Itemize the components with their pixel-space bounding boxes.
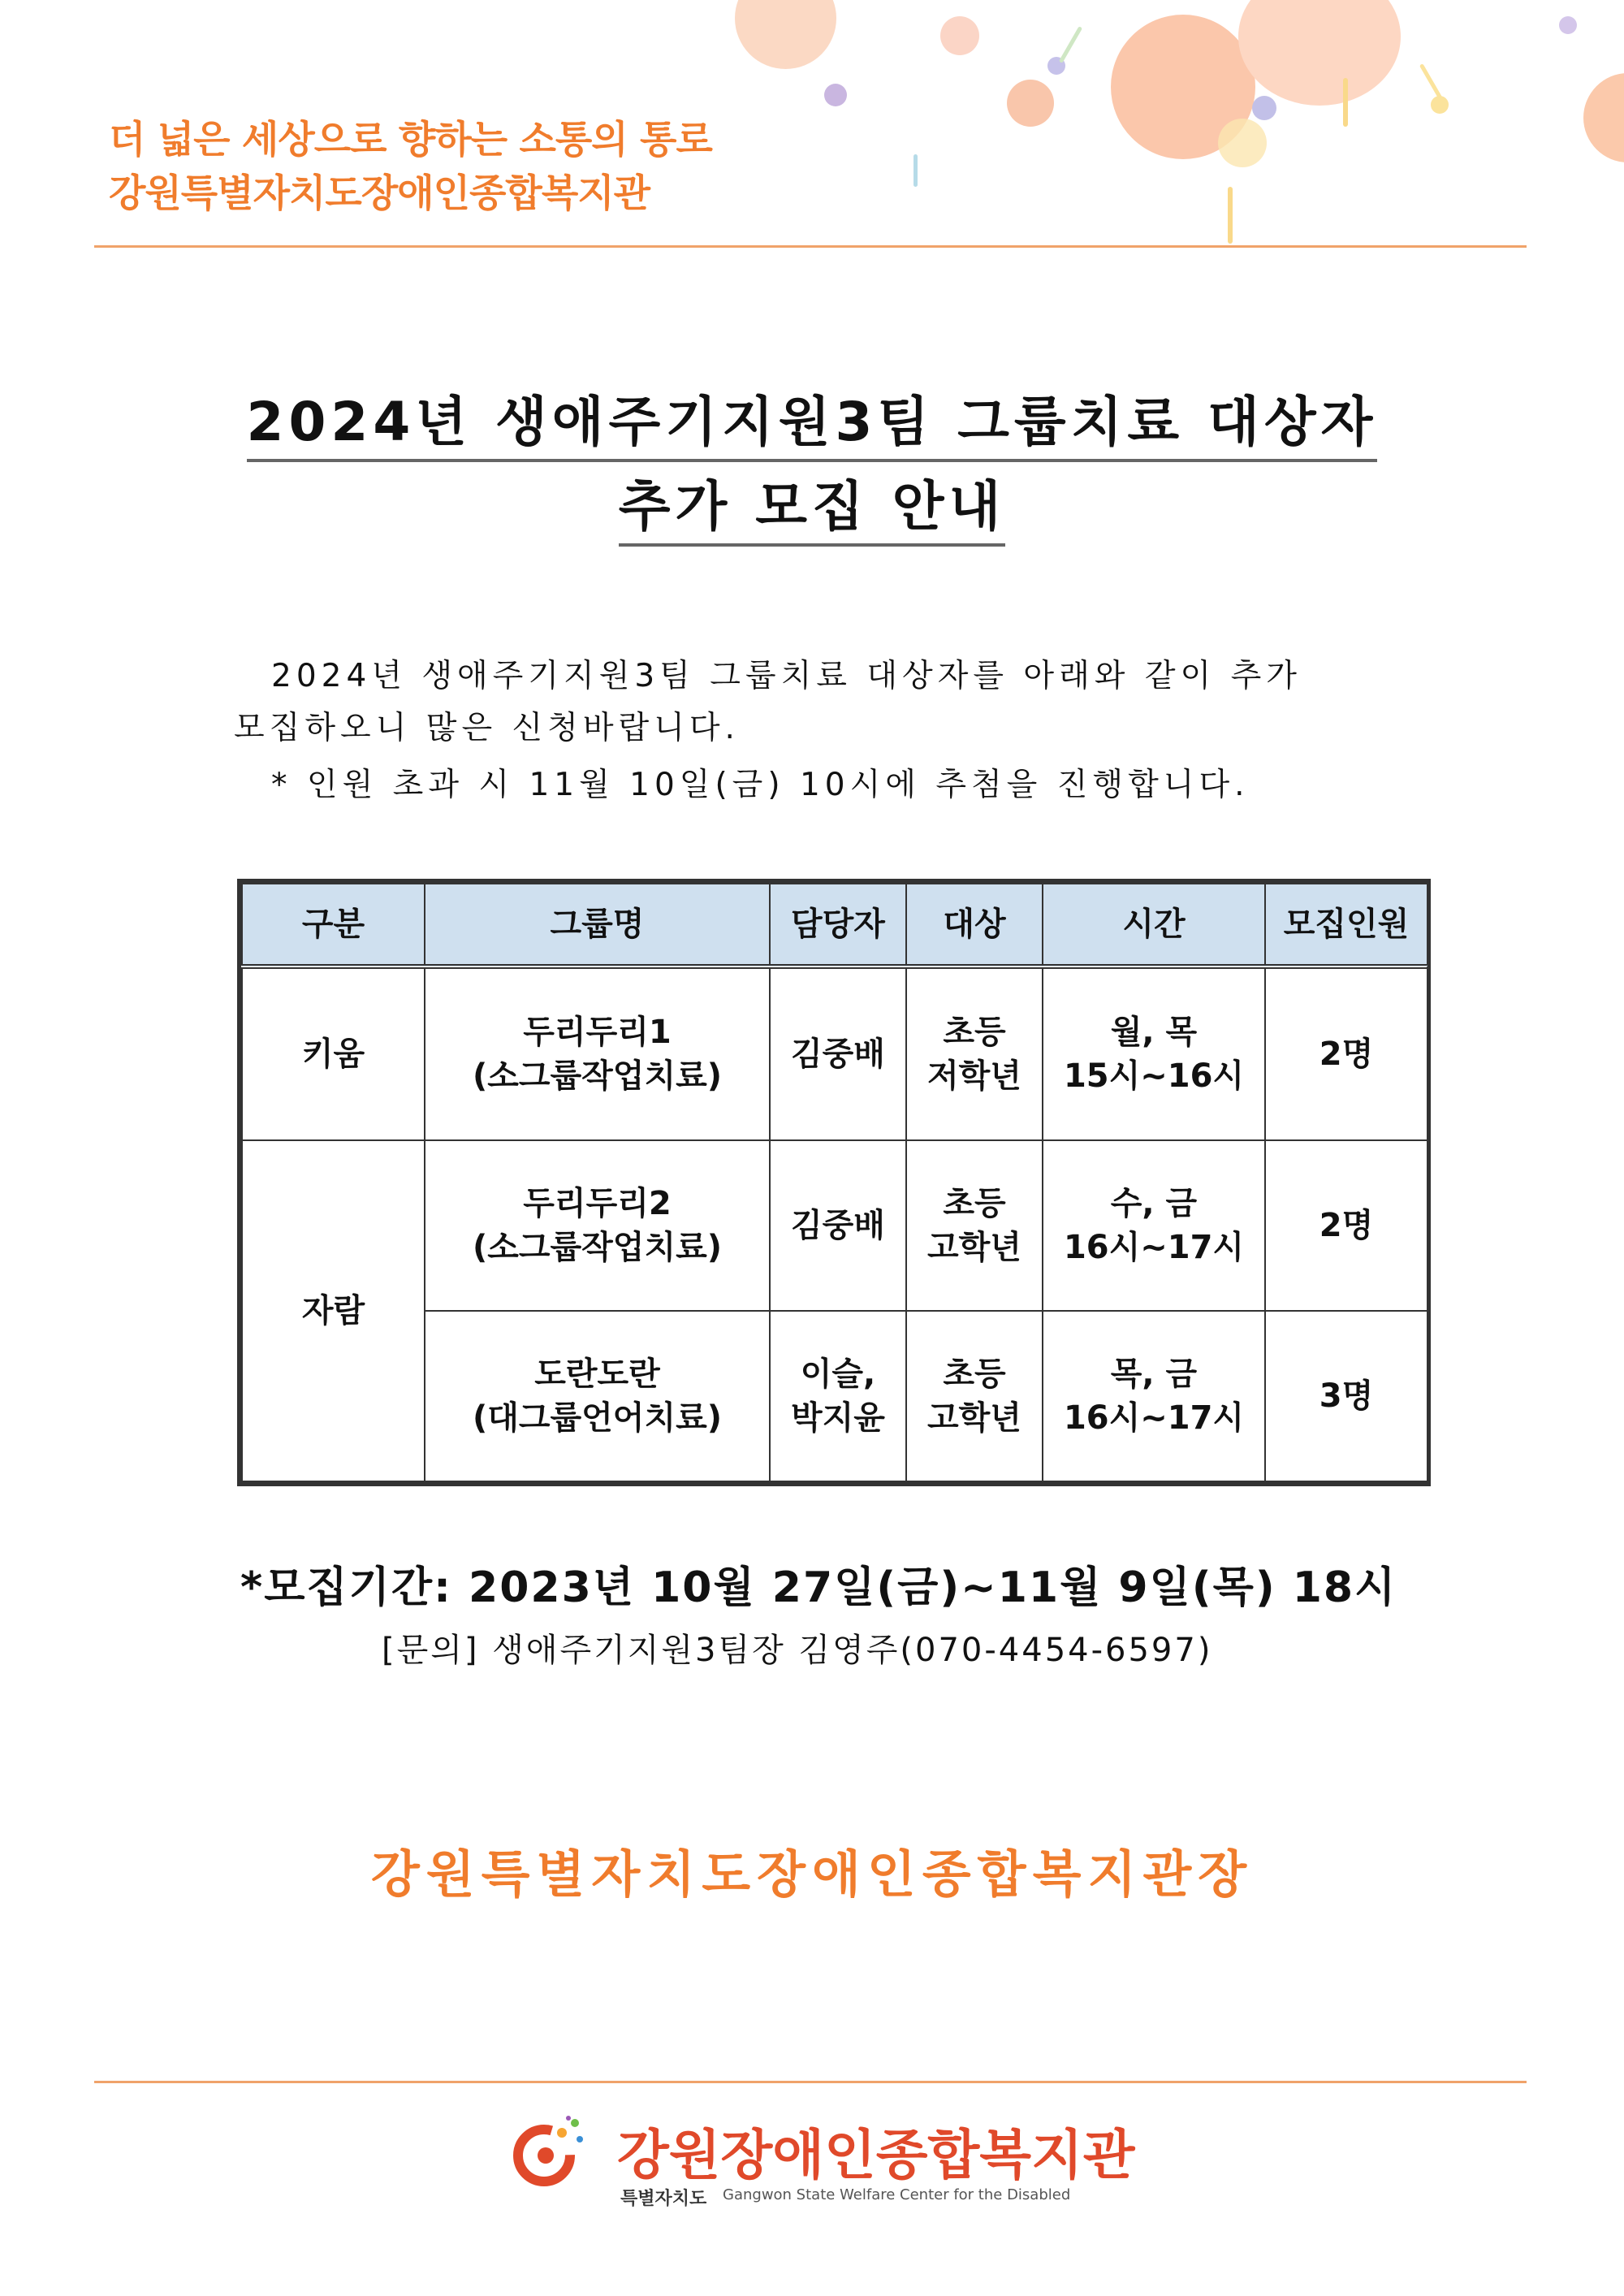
header-divider bbox=[94, 245, 1527, 248]
footer-divider bbox=[94, 2081, 1527, 2083]
header-time: 시간 bbox=[1043, 884, 1265, 966]
logo-name: 강원장애인종합복지관 bbox=[617, 2124, 1135, 2186]
header-slogan bbox=[109, 114, 712, 221]
page-title-line2: 추가 모집 안내 bbox=[0, 463, 1624, 547]
slogan-line1: 더 넓은 세상으로 향하는 소통의 통로 bbox=[109, 118, 712, 162]
table-row bbox=[242, 966, 1427, 1140]
decor-circle bbox=[1252, 96, 1276, 120]
cell-group: 두리두리2 (소그룹작업치료) bbox=[425, 1140, 770, 1311]
decor-circle bbox=[1583, 73, 1624, 162]
decor-circle bbox=[1238, 0, 1401, 106]
intro-line2: 모집하오니 많은 신청바랍니다. bbox=[234, 710, 740, 746]
recruit-period: *모집기간: 2023년 10월 27일(금)~11월 9일(목) 18시 bbox=[240, 1563, 1397, 1612]
logo-icon bbox=[512, 2115, 585, 2188]
header-group: 그룹명 bbox=[425, 884, 770, 966]
decor-circle bbox=[735, 0, 836, 69]
decor-stick bbox=[1059, 26, 1082, 63]
table-header-row bbox=[242, 884, 1427, 966]
table-row bbox=[242, 1140, 1427, 1311]
cell-group: 두리두리1 (소그룹작업치료) bbox=[425, 966, 770, 1140]
signature: 강원특별자치도장애인종합복지관장 bbox=[370, 1844, 1254, 1904]
cell-target: 초등 고학년 bbox=[906, 1311, 1043, 1481]
cell-manager: 김중배 bbox=[770, 966, 906, 1140]
decor-circle bbox=[1218, 119, 1267, 167]
decor-stick bbox=[1228, 187, 1233, 244]
logo-english-name: Gangwon State Welfare Center for the Disabled bbox=[723, 2186, 1071, 2203]
cell-time: 목, 금 16시~17시 bbox=[1043, 1311, 1265, 1481]
decor-circle bbox=[1007, 80, 1054, 127]
decor-circle bbox=[824, 84, 847, 106]
cell-manager: 이슬, 박지윤 bbox=[770, 1311, 906, 1481]
cell-target: 초등 저학년 bbox=[906, 966, 1043, 1140]
cell-manager: 김중배 bbox=[770, 1140, 906, 1311]
cell-count: 2명 bbox=[1265, 1140, 1427, 1311]
decor-stick bbox=[914, 154, 918, 187]
cell-target: 초등 고학년 bbox=[906, 1140, 1043, 1311]
intro-line1: 2024년 생애주기지원3팀 그룹치료 대상자를 아래와 같이 추가 bbox=[271, 658, 1302, 694]
cell-category: 자람 bbox=[242, 1140, 425, 1481]
header-manager: 담당자 bbox=[770, 884, 906, 966]
header-target: 대상 bbox=[906, 884, 1043, 966]
cell-group: 도란도란 (대그룹언어치료) bbox=[425, 1311, 770, 1481]
draw-note: * 인원 초과 시 11월 10일(금) 10시에 추첨을 진행합니다. bbox=[271, 767, 1250, 803]
cell-count: 3명 bbox=[1265, 1311, 1427, 1481]
cell-category: 키움 bbox=[242, 966, 425, 1140]
recruit-table bbox=[237, 879, 1431, 1486]
cell-time: 수, 금 16시~17시 bbox=[1043, 1140, 1265, 1311]
logo-subtitle: 특별자치도 bbox=[620, 2189, 707, 2209]
header-count: 모집인원 bbox=[1265, 884, 1427, 966]
slogan-line2: 강원특별자치도장애인종합복지관 bbox=[109, 171, 650, 216]
decor-circle bbox=[1559, 16, 1577, 34]
header-category: 구분 bbox=[242, 884, 425, 966]
cell-count: 2명 bbox=[1265, 966, 1427, 1140]
contact-info: [문의] 생애주기지원3팀장 김영주(070-4454-6597) bbox=[382, 1632, 1213, 1669]
decor-stick bbox=[1419, 63, 1443, 101]
page-title-line1: 2024년 생애주기지원3팀 그룹치료 대상자 bbox=[0, 378, 1624, 462]
decor-stick bbox=[1343, 78, 1348, 127]
cell-time: 월, 목 15시~16시 bbox=[1043, 966, 1265, 1140]
decor-circle bbox=[940, 16, 979, 55]
